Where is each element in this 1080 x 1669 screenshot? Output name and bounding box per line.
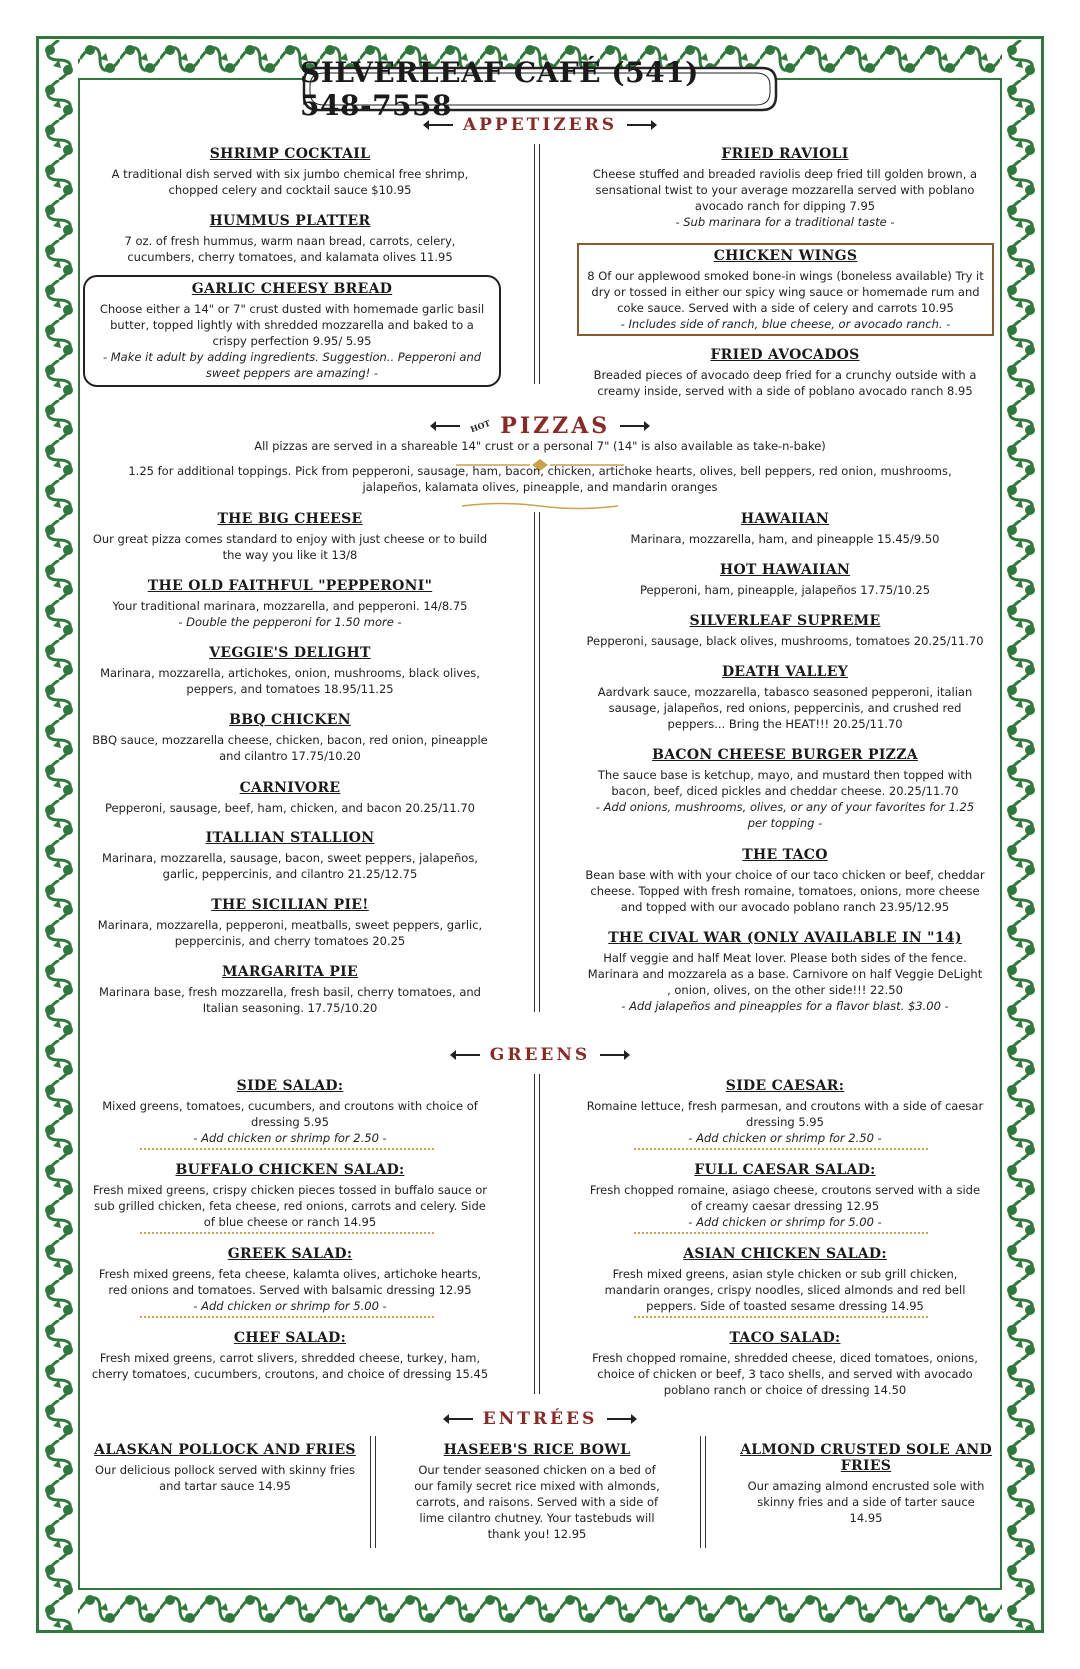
item-desc: Marinara, mozzarella, ham, and pineapple 15.45/9.50 xyxy=(630,532,940,546)
item-name: HUMMUS PLATTER xyxy=(209,213,371,229)
item-name: ASIAN CHICKEN SALAD: xyxy=(683,1246,887,1262)
menu-item xyxy=(585,613,985,649)
item-name: TACO SALAD: xyxy=(729,1330,841,1346)
menu-item xyxy=(92,281,492,381)
menu-item xyxy=(90,1330,490,1382)
item-name: HAWAIIAN xyxy=(740,511,830,527)
arrow-right-icon xyxy=(620,425,648,427)
item-desc: Fresh mixed greens, crispy chicken pieces tossed in buffalo sauce or sub grilled chicken, feta cheese, red onions, carrots and celery. Side of blue cheese or ranch 14.95 xyxy=(93,1183,487,1229)
item-desc: Bean base with with your choice of our taco chicken or beef, cheddar cheese. Topped with fresh romaine, tomatoes, onions, more cheese and topped with our avocado poblano ranch 23.95/12.95 xyxy=(585,868,985,914)
item-desc: Our amazing almond encrusted sole with skinny fries and a side of tarter sauce 14.95 xyxy=(747,1479,985,1525)
item-name: ALMOND CRUSTED SOLE AND FRIES xyxy=(740,1442,992,1474)
menu-item xyxy=(90,1162,490,1230)
menu-item xyxy=(90,712,490,764)
item-desc: Our tender seasoned chicken on a bed of our family secret rice mixed with almonds, carrots, and raisons. Served with a side of lime cilantro chutney. Your tastebuds will thank you! 12.95 xyxy=(414,1463,660,1541)
dotted-separator xyxy=(634,1148,928,1150)
item-desc: Marinara, mozzarella, artichokes, onion, mushrooms, black olives, peppers, and tomatoes 18.95/11.25 xyxy=(100,666,480,696)
column-divider xyxy=(534,1074,540,1394)
item-desc: Romaine lettuce, fresh parmesan, and croutons with a side of caesar dressing 5.95 xyxy=(586,1099,984,1129)
dotted-separator xyxy=(140,1148,434,1150)
pizza-size-info: All pizzas are served in a shareable 14" crust or a personal 7" (14" is also available as take-n-bake) xyxy=(254,439,826,453)
item-desc: Aardvark sauce, mozzarella, tabasco seasoned pepperoni, italian sausage, jalapeños, red onions, peppercinis, and crushed red peppers... Bring the HEAT!!! 20.25/11.70 xyxy=(597,685,973,731)
menu-item xyxy=(585,930,985,1014)
menu-item xyxy=(90,1246,490,1314)
menu-item xyxy=(90,1078,490,1146)
item-name: CARNIVORE xyxy=(239,780,341,796)
entrees-heading xyxy=(390,1408,690,1430)
menu-item xyxy=(90,511,490,563)
menu-item xyxy=(585,747,985,831)
item-desc: Choose either a 14" or 7" crust dusted with homemade garlic basil butter, topped lightly with shredded mozzarella and baked to a crispy perfection 9.95/ 5.95 xyxy=(99,302,485,348)
menu-item xyxy=(585,847,985,915)
item-desc: Fresh mixed greens, carrot slivers, shredded cheese, turkey, ham, cherry tomatoes, cucumbers, croutons, and choice of dressing 15.45 xyxy=(91,1351,489,1381)
menu-item xyxy=(585,146,985,230)
pizzas-heading xyxy=(340,412,740,440)
item-name: GREEK SALAD: xyxy=(227,1246,353,1262)
item-desc: Pepperoni, ham, pineapple, jalapeños 17.75/10.25 xyxy=(639,583,931,597)
item-desc: Marinara base, fresh mozzarella, fresh basil, cherry tomatoes, and Italian seasoning. 17.75/10.20 xyxy=(99,985,481,1015)
item-desc: Our great pizza comes standard to enjoy with just cheese or to build the way you like it 13/8 xyxy=(92,532,488,562)
item-note: - Add chicken or shrimp for 5.00 - xyxy=(193,1299,387,1313)
menu-item xyxy=(90,578,490,630)
menu-item xyxy=(585,1246,985,1314)
vine-border-bottom xyxy=(40,1590,1040,1628)
menu-item xyxy=(740,1442,992,1526)
item-name: HASEEB'S RICE BOWL xyxy=(443,1442,631,1458)
item-name: SIDE SALAD: xyxy=(236,1078,344,1094)
menu-item xyxy=(90,146,490,198)
item-name: HOT HAWAIIAN xyxy=(719,562,851,578)
item-name: FULL CAESAR SALAD: xyxy=(694,1162,876,1178)
menu-item xyxy=(585,562,985,598)
dotted-separator xyxy=(634,1232,928,1234)
item-name: CHEF SALAD: xyxy=(233,1330,347,1346)
item-desc: Fresh chopped romaine, asiago cheese, croutons served with a side of creamy caesar dressing 12.95 xyxy=(589,1183,981,1213)
menu-item xyxy=(90,830,490,882)
item-name: FRIED RAVIOLI xyxy=(721,146,849,162)
item-desc: A traditional dish served with six jumbo chemical free shrimp, chopped celery and cocktail sauce $10.95 xyxy=(111,167,469,197)
item-name: VEGGIE'S DELIGHT xyxy=(209,645,371,661)
item-note: - Add chicken or shrimp for 5.00 - xyxy=(688,1215,882,1229)
menu-item xyxy=(90,213,490,265)
arrow-left-icon xyxy=(425,124,453,126)
item-name: FRIED AVOCADOS xyxy=(710,347,860,363)
appetizers-title: APPETIZERS xyxy=(462,115,618,135)
item-desc: Cheese stuffed and breaded raviolis deep fried till golden brown, a sensational twist to your average mozzarella served with poblano avocado ranch for dipping 7.95 xyxy=(592,167,978,213)
item-name: BACON CHEESE BURGER PIZZA xyxy=(652,747,918,763)
column-divider xyxy=(700,1436,706,1548)
item-note: - Double the pepperoni for 1.50 more - xyxy=(178,615,402,629)
item-desc: Mixed greens, tomatoes, cucumbers, and croutons with choice of dressing 5.95 xyxy=(102,1099,478,1129)
item-name: CHICKEN WINGS xyxy=(713,248,858,264)
arrow-left-icon xyxy=(445,1418,473,1420)
menu-item xyxy=(585,511,985,547)
pizzas-hot-tag: HOT xyxy=(468,417,492,435)
pizzas-title: PIZZAS xyxy=(500,413,611,439)
item-desc: Your traditional marinara, mozzarella, and pepperoni. 14/8.75 xyxy=(112,599,468,613)
menu-item xyxy=(90,780,490,816)
column-divider xyxy=(370,1436,376,1548)
dotted-separator xyxy=(140,1232,434,1234)
menu-item xyxy=(90,645,490,697)
item-desc: Pepperoni, sausage, black olives, mushrooms, tomatoes 20.25/11.70 xyxy=(586,634,984,648)
greens-title: GREENS xyxy=(489,1045,591,1065)
item-name: SIDE CAESAR: xyxy=(725,1078,845,1094)
item-desc: 7 oz. of fresh hummus, warm naan bread, carrots, celery, cucumbers, cherry tomatoes, and kalamata olives 11.95 xyxy=(124,234,456,264)
item-desc: Half veggie and half Meat lover. Please both sides of the fence. Marinara and mozzarela as a base. Carnivore on half Veggie DeLight , onion, olives, on the other side!!! 22.50 xyxy=(587,951,983,997)
arrow-left-icon xyxy=(452,1054,480,1056)
item-desc: Fresh mixed greens, feta cheese, kalamta olives, artichoke hearts, red onions and tomatoes. Served with balsamic dressing 12.95 xyxy=(98,1267,482,1297)
item-name: GARLIC CHEESY BREAD xyxy=(191,281,393,297)
item-note: - Add onions, mushrooms, olives, or any of your favorites for 1.25 per topping - xyxy=(595,800,975,830)
arrow-left-icon xyxy=(432,425,460,427)
appetizers-heading xyxy=(340,114,740,136)
menu-item xyxy=(90,897,490,949)
item-desc: BBQ sauce, mozzarella cheese, chicken, bacon, red onion, pineapple and cilantro 17.75/10.20 xyxy=(92,733,488,763)
item-note: - Add jalapeños and pineapples for a flavor blast. $3.00 - xyxy=(621,999,949,1013)
menu-item xyxy=(585,1330,985,1398)
greens-heading xyxy=(390,1044,690,1066)
menu-item xyxy=(590,347,980,399)
arrow-right-icon xyxy=(607,1418,635,1420)
menu-item xyxy=(90,964,490,1016)
item-name: SILVERLEAF SUPREME xyxy=(689,613,881,629)
menu-item xyxy=(585,1162,985,1230)
title-plate xyxy=(300,56,780,122)
item-name: THE BIG CHEESE xyxy=(217,511,363,527)
vine-border-left xyxy=(40,40,78,1630)
item-name: THE OLD FAITHFUL "PEPPERONI" xyxy=(147,578,433,594)
item-desc: Marinara, mozzarella, sausage, bacon, sweet peppers, jalapeños, garlic, peppercinis, and cilantro 21.25/12.75 xyxy=(102,851,478,881)
pizza-toppings-info: 1.25 for additional toppings. Pick from pepperoni, sausage, ham, bacon, chicken, artichoke hearts, olives, bell peppers, red onion, mushrooms, jalapeños, kalamata olives, pineapple, and mandarin oranges xyxy=(128,464,952,494)
dotted-separator xyxy=(634,1316,928,1318)
item-desc: Fresh mixed greens, asian style chicken or sub grill chicken, mandarin oranges, crispy noodles, sliced almonds and red bell peppers. Side of toasted sesame dressing 14.95 xyxy=(604,1267,966,1313)
item-desc: Marinara, mozzarella, pepperoni, meatballs, sweet peppers, garlic, peppercinis, and cherry tomatoes 20.25 xyxy=(97,918,483,948)
item-desc: Fresh chopped romaine, shredded cheese, diced tomatoes, onions, choice of chicken or beef, 3 taco shells, and served with avocado poblano ranch or choice of dressing 14.50 xyxy=(592,1351,978,1397)
item-name: MARGARITA PIE xyxy=(221,964,359,980)
dotted-separator xyxy=(140,1316,434,1318)
item-name: BBQ CHICKEN xyxy=(229,712,351,728)
item-note: - Sub marinara for a traditional taste - xyxy=(675,215,895,229)
item-name: THE CIVAL WAR (ONLY AVAILABLE IN "14) xyxy=(608,930,962,946)
column-divider xyxy=(534,512,540,1012)
item-name: ITALLIAN STALLION xyxy=(205,830,375,846)
item-note: - Add chicken or shrimp for 2.50 - xyxy=(193,1131,387,1145)
menu-item xyxy=(587,248,984,332)
menu-item xyxy=(94,1442,356,1494)
item-name: SHRIMP COCKTAIL xyxy=(209,146,371,162)
entrees-title: ENTRÉES xyxy=(482,1409,598,1429)
item-name: DEATH VALLEY xyxy=(721,664,849,680)
item-name: THE SICILIAN PIE! xyxy=(211,897,369,913)
vine-border-right xyxy=(1002,40,1040,1630)
arrow-right-icon xyxy=(600,1054,628,1056)
item-desc: Breaded pieces of avocado deep fried for a crunchy outside with a creamy inside, served with a side of poblano avocado ranch 8.95 xyxy=(593,368,977,398)
page-title: SILVERLEAF CAFÉ (541) 548-7558 xyxy=(300,56,699,122)
item-name: BUFFALO CHICKEN SALAD: xyxy=(175,1162,405,1178)
item-note: - Make it adult by adding ingredients. Suggestion.. Pepperoni and sweet peppers are amazing! - xyxy=(102,350,482,380)
item-desc: Our delicious pollock served with skinny fries and tartar sauce 14.95 xyxy=(95,1463,355,1493)
item-name: THE TACO xyxy=(742,847,828,863)
item-desc: 8 Of our applewood smoked bone-in wings (boneless available) Try it dry or tossed in either our spicy wing sauce or homemade rum and coke sauce. Served with a side of celery and carrots 10.95 xyxy=(587,269,984,315)
pizza-ornament-bottom-icon xyxy=(462,496,618,506)
arrow-right-icon xyxy=(627,124,655,126)
menu-item xyxy=(585,664,985,732)
menu-item xyxy=(585,1078,985,1146)
item-desc: The sauce base is ketchup, mayo, and mustard then topped with bacon, beef, diced pickles and cheddar cheese. 20.25/11.70 xyxy=(597,768,973,798)
item-desc: Pepperoni, sausage, beef, ham, chicken, and bacon 20.25/11.70 xyxy=(104,801,475,815)
menu-item xyxy=(412,1442,662,1542)
column-divider xyxy=(534,144,540,384)
item-name: ALASKAN POLLOCK AND FRIES xyxy=(94,1442,356,1458)
item-note: - Add chicken or shrimp for 2.50 - xyxy=(688,1131,882,1145)
item-note: - Includes side of ranch, blue cheese, or avocado ranch. - xyxy=(620,317,951,331)
